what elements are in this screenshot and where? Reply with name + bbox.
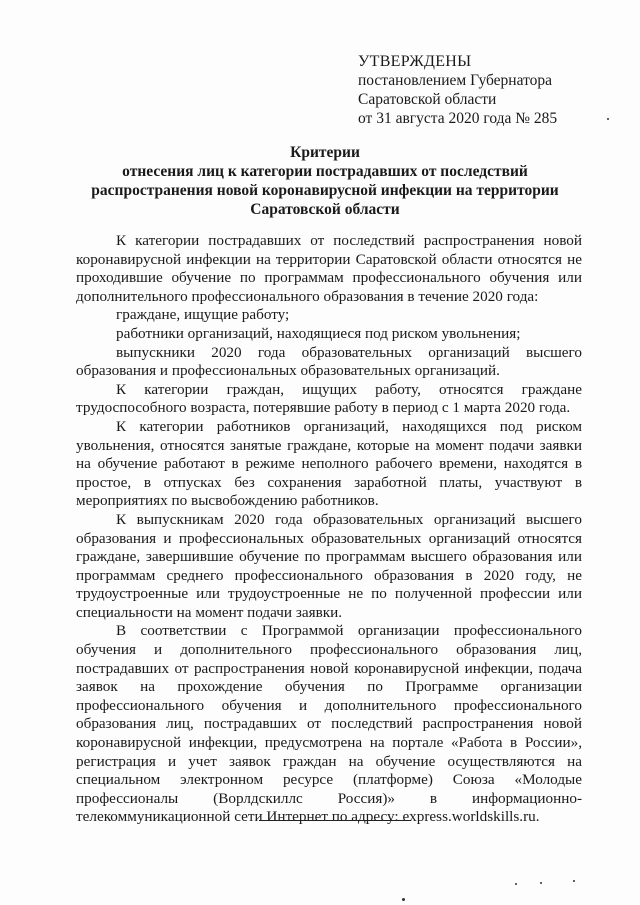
- category-item-job-seekers: граждане, ищущие работу;: [116, 306, 290, 324]
- job-seekers-paragraph: К категории граждан, ищущих работу, относятся граждане трудоспособного возраста, потерявшие работу в период с 1 марта 2020 года.: [76, 380, 582, 417]
- scan-speck: [402, 898, 405, 901]
- graduates-paragraph: К выпускникам 2020 года образовательных организаций высшего образования и профессиональных образовательных организаций относятся граждане, завершившие обучение по программам высшего образования или программам среднего профессионального образования в 2020 году, не трудоустроенные или трудоустроенные не по полученной профессии или специальности на момент подачи заявки.: [76, 510, 582, 621]
- document-subtitle-line-3: Саратовской области: [250, 201, 400, 218]
- category-item-graduates: выпускники 2020 года образовательных организаций высшего образования и профессиональных образовательных организаций.: [76, 343, 582, 380]
- approval-stamp: [358, 52, 557, 128]
- document-subtitle-line-1: отнесения лиц к категории пострадавших от последствий: [122, 163, 528, 180]
- document-title: Критерии: [290, 144, 360, 161]
- document-body: [76, 232, 582, 827]
- scan-speck: [515, 883, 517, 885]
- closing-divider: [259, 820, 411, 821]
- scan-speck: [607, 118, 609, 120]
- intro-paragraph: К категории пострадавших от последствий распространения новой коронавирусной инфекции на территории Саратовской области относятся не проходившие обучение по программам профессионального обучения или дополнительного профессионального образования в течение 2020 года:: [76, 232, 582, 305]
- program-paragraph: В соответствии с Программой организации профессионального обучения и дополнительного профессионального образования лиц, пострадавших от распространения новой коронавирусной инфекции, подача заявок на прохождение обучения по Программе организации профессионального обучения и дополнительного профессионального образования лиц, пострадавших от последствий распространения новой коронавирусной инфекции, предусмотрена на портале «Работа в России», регистрация и учет заявок граждан на обучение осуществляются на специальном электронном ресурсе (платформе) Союза «Молодые профессионалы (Ворлдскиллс Россия)» в информационно-телекоммуникационной сети Интернет по адресу: express.worldskills.ru.: [76, 622, 582, 826]
- category-item-workers: работники организаций, находящиеся под риском увольнения;: [116, 324, 521, 342]
- workers-paragraph: К категории работников организаций, находящихся под риском увольнения, относятся занятые граждане, которые на момент подачи заявки на обучение работают в режиме неполного рабочего времени, находятся в простое, в отпусках без сохранения заработной платы, участвуют в мероприятиях по высвобождению работников.: [76, 417, 582, 510]
- scan-speck: [540, 882, 542, 884]
- approval-line-3: от 31 августа 2020 года № 285: [358, 110, 558, 127]
- approval-title: УТВЕРЖДЕНЫ: [358, 53, 472, 70]
- approval-line-2: Саратовской области: [358, 91, 497, 108]
- scan-speck: [573, 880, 575, 882]
- approval-line-1: постановлением Губернатора: [358, 72, 553, 89]
- document-subtitle-line-2: распространения новой коронавирусной инфекции на территории: [91, 182, 559, 199]
- document-heading: [70, 143, 580, 219]
